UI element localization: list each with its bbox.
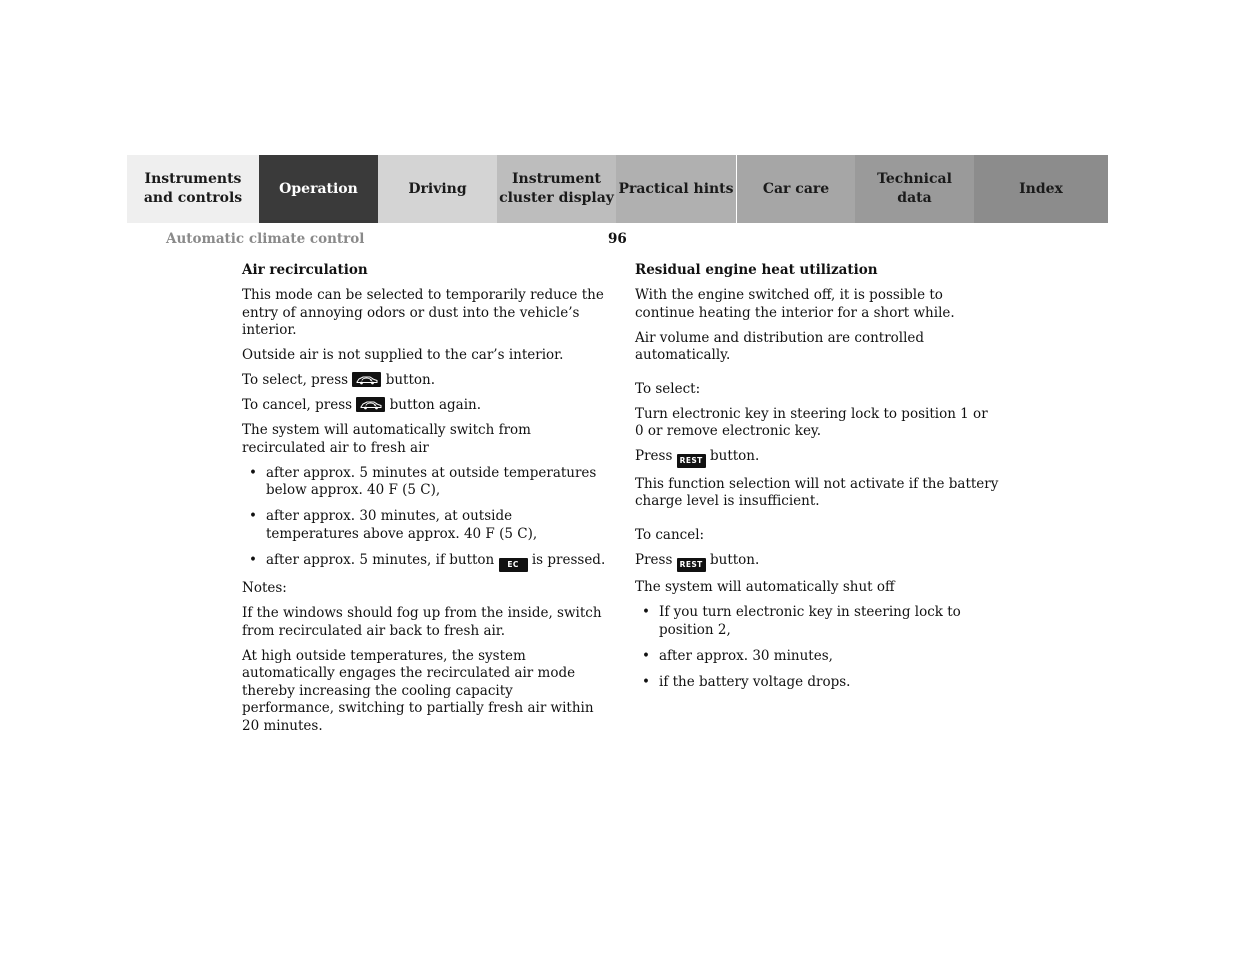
press-instruction: [635, 552, 1000, 572]
press-instruction: [635, 448, 1000, 468]
note: At high outside temperatures, the system automatically engages the recirculated air mode thereby increasing the cooling capacity performance, switching to partially fresh air within 20 minutes.: [242, 647, 594, 734]
tab-car-care[interactable]: [736, 155, 855, 223]
list-item: • after approx. 5 minutes at outside temperatures below approx. 40 F (5 C),: [242, 465, 607, 500]
tab-label: Instruments and controls: [143, 171, 243, 206]
paragraph: Turn electronic key in steering lock to position 1 or 0 or remove electronic key.: [635, 405, 988, 439]
tab-label: Technical data: [877, 171, 952, 206]
list-item: • after approx. 30 minutes, at outside temperatures above approx. 40 F (5 C),: [242, 508, 607, 543]
list-item: • after approx. 30 minutes,: [635, 648, 1000, 666]
paragraph: With the engine switched off, it is possible to continue heating the interior for a short while.: [635, 287, 955, 321]
instruction-text: button.: [381, 372, 435, 388]
tab-index[interactable]: [974, 155, 1108, 223]
tab-label: Car care: [762, 180, 830, 197]
paragraph: The system will automatically shut off: [635, 579, 895, 595]
tab-instrument-cluster-display[interactable]: [497, 155, 616, 223]
ec-button-icon: EC: [499, 558, 528, 572]
page-number: 96: [608, 231, 627, 247]
residual-heat-heading: Residual engine heat utilization: [635, 262, 878, 278]
tab-label: Instrument cluster display: [499, 171, 614, 206]
tab-label: Driving: [408, 180, 467, 197]
notes-label: Notes:: [242, 580, 287, 596]
paragraph: The system will automatically switch from recirculated air to fresh air: [242, 422, 531, 456]
select-instruction: [242, 372, 607, 390]
instruction-text: button.: [705, 448, 760, 464]
left-column: [242, 262, 607, 743]
chapter-tab-bar: [127, 155, 1108, 223]
list-item: • if the battery voltage drops.: [635, 674, 1000, 692]
rest-button-icon: REST: [677, 454, 706, 468]
instruction-text: button again.: [385, 397, 482, 413]
to-select-label: To select:: [635, 380, 701, 397]
paragraph: Outside air is not supplied to the car’s interior.: [242, 347, 564, 363]
paragraph: This function selection will not activate if the battery charge level is insufficient.: [635, 475, 999, 509]
instruction-text: Press: [635, 551, 677, 568]
right-column: [635, 262, 1000, 700]
paragraph: Air volume and distribution are controlled automatically.: [635, 329, 925, 363]
recirculation-button-icon: [352, 372, 381, 387]
auto-switch-list: [242, 465, 607, 572]
to-cancel-label: To cancel:: [635, 526, 705, 543]
list-item-text: is pressed.: [527, 551, 606, 568]
tab-label: Practical hints: [618, 180, 734, 197]
instruction-text: To cancel, press: [242, 397, 357, 413]
tab-operation[interactable]: [259, 155, 378, 223]
paragraph: This mode can be selected to temporarily reduce the entry of annoying odors or dust into the vehicle’s interior.: [242, 287, 604, 338]
note: If the windows should fog up from the inside, switch from recirculated air back to fresh air.: [242, 605, 602, 639]
rest-button-icon: REST: [677, 558, 706, 572]
recirculation-button-icon: [356, 397, 385, 412]
instruction-text: button.: [705, 551, 760, 568]
tab-driving[interactable]: [378, 155, 497, 223]
list-item: • If you turn electronic key in steering lock to position 2,: [635, 604, 1000, 639]
air-recirculation-heading: Air recirculation: [242, 262, 368, 278]
tab-label: Index: [1019, 180, 1063, 197]
instruction-text: Press: [635, 448, 677, 464]
tab-label: Operation: [279, 180, 358, 197]
auto-shutoff-list: [635, 604, 1000, 691]
section-title: Automatic climate control: [166, 231, 365, 247]
tab-technical-data[interactable]: [855, 155, 974, 223]
instruction-text: To select, press: [242, 372, 353, 388]
tab-practical-hints[interactable]: [616, 155, 736, 223]
cancel-instruction: [242, 397, 607, 415]
tab-instruments-and-controls[interactable]: [127, 155, 259, 223]
list-item-text: after approx. 5 minutes, if button: [266, 551, 499, 568]
list-item: [242, 552, 607, 572]
